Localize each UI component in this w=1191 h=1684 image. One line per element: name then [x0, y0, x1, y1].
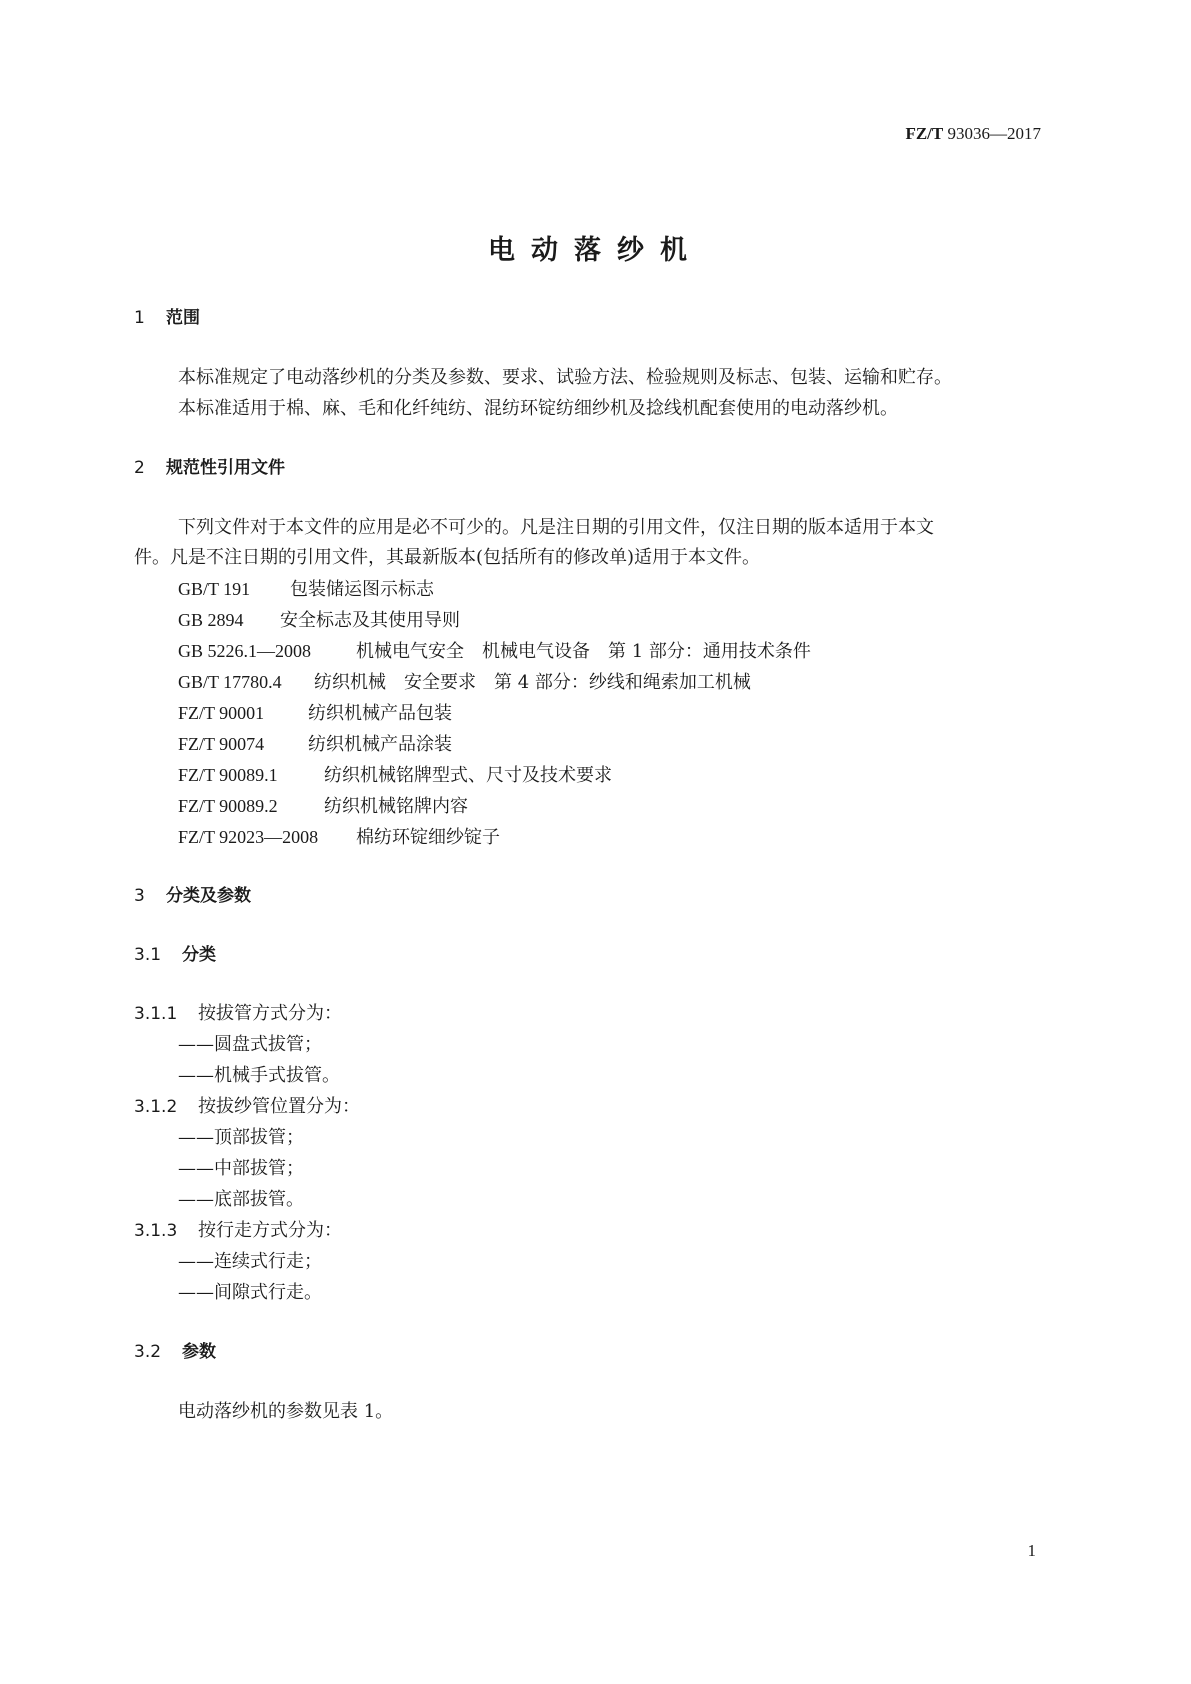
reference-title: 纺织机械 安全要求 第 4 部分：纱线和绳索加工机械 — [314, 672, 751, 693]
page-number: 1 — [1027, 1541, 1036, 1560]
section-number: 1 — [134, 308, 145, 328]
list-item: ——机械手式拔管。 — [178, 1065, 340, 1086]
reference-code: FZ/T 90089.2 — [178, 796, 278, 816]
document-title: 电动落纱机 — [488, 235, 703, 266]
reference-title: 棉纺环锭细纱锭子 — [356, 827, 500, 848]
clause-number: 3.1.3 — [134, 1221, 178, 1241]
list-item: ——圆盘式拔管； — [178, 1034, 322, 1055]
clause-number: 3.1.1 — [134, 1004, 178, 1024]
reference-item — [178, 794, 468, 819]
clause-text: 按行走方式分为： — [198, 1220, 342, 1241]
reference-code: FZ/T 90074 — [178, 734, 265, 754]
scope-paragraph-1: 本标准规定了电动落纱机的分类及参数、要求、试验方法、检验规则及标志、包装、运输和贮存。 — [178, 367, 952, 388]
standard-code — [905, 124, 1041, 144]
section-number: 3.1 — [134, 945, 162, 965]
reference-title: 安全标志及其使用导则 — [280, 610, 460, 631]
scope-paragraph-2: 本标准适用于棉、麻、毛和化纤纯纺、混纺环锭纺细纱机及捻线机配套使用的电动落纱机。 — [178, 398, 898, 419]
section-1-heading — [134, 306, 200, 330]
reference-title: 包装储运图示标志 — [290, 579, 434, 600]
reference-title: 纺织机械产品包装 — [308, 703, 452, 724]
reference-item — [178, 825, 500, 850]
list-item: ——底部拔管。 — [178, 1189, 304, 1210]
reference-title: 纺织机械铭牌内容 — [324, 796, 468, 817]
section-2-heading — [134, 456, 285, 480]
section-number: 3.2 — [134, 1342, 162, 1362]
clause-3-1-1 — [134, 1002, 342, 1026]
section-3-2-heading — [134, 1340, 216, 1364]
list-item: ——连续式行走； — [178, 1251, 322, 1272]
reference-item — [178, 670, 751, 695]
reference-item — [178, 701, 452, 726]
section-title: 规范性引用文件 — [166, 458, 285, 478]
section-title: 分类及参数 — [166, 886, 251, 906]
section-title: 参数 — [182, 1342, 216, 1362]
reference-code: FZ/T 90089.1 — [178, 765, 278, 785]
clause-text: 按拔纱管位置分为： — [198, 1096, 360, 1117]
reference-code: GB 5226.1—2008 — [178, 641, 312, 661]
clause-text: 按拔管方式分为： — [198, 1003, 342, 1024]
reference-code: GB/T 191 — [178, 579, 251, 599]
references-intro-line-1: 下列文件对于本文件的应用是必不可少的。凡是注日期的引用文件，仅注日期的版本适用于本文 — [178, 517, 934, 538]
reference-code: GB/T 17780.4 — [178, 672, 282, 692]
clause-3-1-2 — [134, 1095, 360, 1119]
section-number: 3 — [134, 886, 145, 906]
section-number: 2 — [134, 458, 145, 478]
reference-item — [178, 763, 612, 788]
references-intro-line-2: 件。凡是不注日期的引用文件，其最新版本(包括所有的修改单)适用于本文件。 — [134, 547, 761, 568]
reference-code: FZ/T 90001 — [178, 703, 265, 723]
reference-item — [178, 608, 460, 633]
clause-number: 3.1.2 — [134, 1097, 178, 1117]
list-item: ——间隙式行走。 — [178, 1282, 322, 1303]
parameters-text: 电动落纱机的参数见表 1。 — [178, 1401, 394, 1422]
reference-title: 机械电气安全 机械电气设备 第 1 部分：通用技术条件 — [356, 641, 811, 662]
list-item: ——中部拔管； — [178, 1158, 304, 1179]
section-title: 范围 — [166, 308, 200, 328]
reference-code: FZ/T 92023—2008 — [178, 827, 319, 847]
list-item: ——顶部拔管； — [178, 1127, 304, 1148]
reference-item — [178, 732, 452, 757]
clause-3-1-3 — [134, 1219, 342, 1243]
section-title: 分类 — [182, 945, 216, 965]
section-3-1-heading — [134, 943, 216, 967]
reference-code: GB 2894 — [178, 610, 244, 630]
reference-title: 纺织机械产品涂装 — [308, 734, 452, 755]
reference-title: 纺织机械铭牌型式、尺寸及技术要求 — [324, 765, 612, 786]
reference-item — [178, 639, 811, 664]
section-3-heading — [134, 884, 251, 908]
standard-number: 93036—2017 — [947, 124, 1041, 143]
standard-prefix: FZ/T — [905, 124, 944, 143]
reference-item — [178, 577, 434, 602]
